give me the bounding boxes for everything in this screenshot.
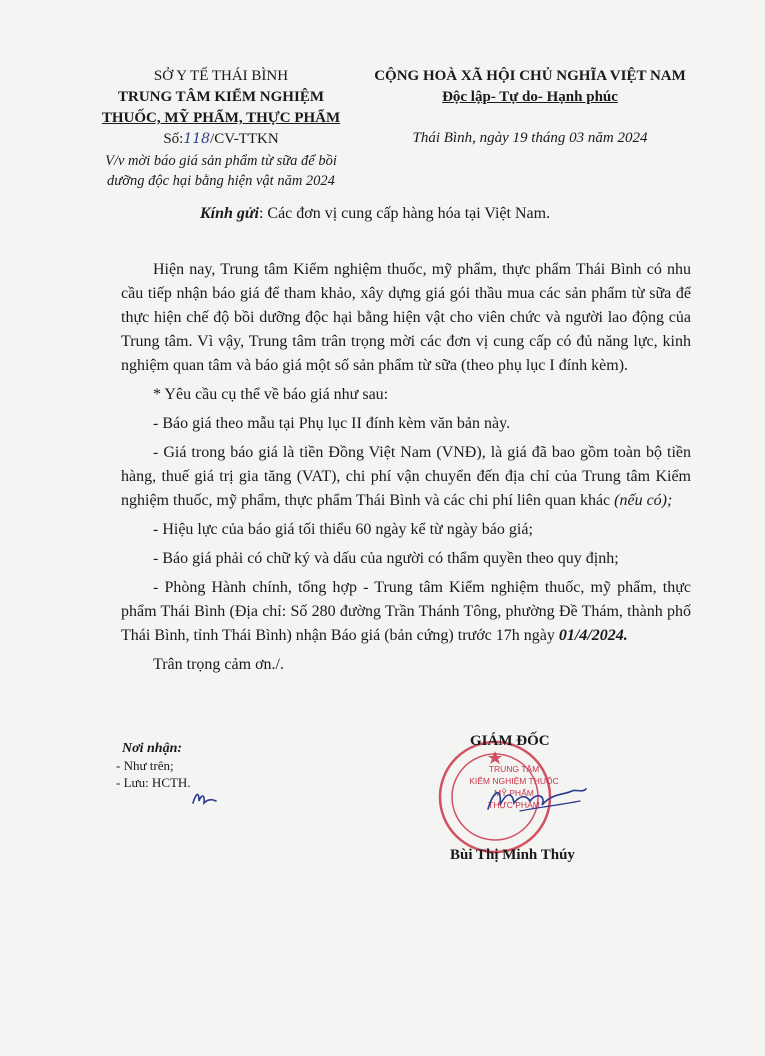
deadline-date: 01/4/2024. — [558, 627, 628, 644]
requirement-item-5-text: - Phòng Hành chính, tổng hợp - Trung tâm Kiểm nghiệm thuốc, mỹ phẩm, thực phẩm Thái Bình (Địa chỉ: Số 280 đường Trần Thánh Tông, phường Đề Thám, thành phố Thái Bình, tỉnh Thái Bình) nhận Báo giá (bản cứng) trước 17h ngày — [121, 579, 691, 644]
doc-prefix: Số: — [163, 131, 184, 147]
recipients-title: Nơi nhận: — [122, 741, 183, 756]
greeting-label: Kính gửi — [200, 205, 259, 222]
document-date: Thái Bình, ngày 19 tháng 03 năm 2024 — [412, 130, 648, 146]
handwritten-signature-icon — [480, 781, 590, 821]
national-title: CỘNG HOÀ XÃ HỘI CHỦ NGHĨA VIỆT NAM — [374, 68, 686, 84]
requirement-item-3: - Hiệu lực của báo giá tối thiểu 60 ngày kể từ ngày báo giá; — [153, 521, 533, 538]
org-name-line2: THUỐC, MỸ PHẨM, THỰC PHẨM — [101, 110, 341, 126]
greeting-text: : Các đơn vị cung cấp hàng hóa tại Việt Nam. — [258, 205, 551, 222]
signer-role: GIÁM ĐỐC — [470, 733, 550, 749]
letter-body — [121, 258, 691, 677]
recipients-block — [116, 740, 191, 791]
stamp-text: TRUNG TÂM KIỂM NGHIỆM THUỐC MỸ PHẨM THỰC PHẨM — [469, 764, 559, 810]
subject-line2: dưỡng độc hại bằng hiện vật năm 2024 — [107, 173, 335, 189]
doc-suffix: /CV-TTKN — [210, 131, 279, 147]
closing-line: Trân trọng cảm ơn./. — [153, 656, 284, 673]
recipient-item: - Lưu: HCTH. — [116, 775, 191, 790]
handwritten-initial — [190, 787, 220, 809]
greeting — [200, 205, 550, 223]
handwritten-doc-number: 118 — [183, 131, 211, 147]
header-right — [365, 66, 695, 149]
requirement-item-2 — [121, 441, 691, 513]
subject-line1: V/v mời báo giá sản phẩm từ sữa để bồi — [105, 153, 337, 169]
recipient-item: - Như trên; — [116, 758, 174, 773]
signer-name: Bùi Thị Minh Thúy — [450, 847, 575, 863]
national-motto: Độc lập- Tự do- Hạnh phúc — [442, 89, 618, 105]
intro-paragraph: Hiện nay, Trung tâm Kiểm nghiệm thuốc, mỹ phẩm, thực phẩm Thái Bình có nhu cầu tiếp nhận báo giá để tham khảo, xây dựng giá gói thầu mua các sản phẩm từ sữa để thực hiện chế độ bồi dưỡng độc hại bằng hiện vật cho viên chức và người lao động của Trung tâm. Vì vậy, Trung tâm trân trọng mời các đơn vị cung cấp có đủ năng lực, kinh nghiệm quan tâm và báo giá một số sản phẩm từ sữa (theo phụ lục I đính kèm). — [121, 261, 691, 374]
ministry-name: SỞ Y TẾ THÁI BÌNH — [153, 68, 289, 84]
requirement-item-4: - Báo giá phải có chữ ký và dấu của người có thẩm quyền theo quy định; — [153, 550, 619, 567]
requirements-title: * Yêu cầu cụ thể về báo giá như sau: — [153, 386, 389, 403]
header-left — [96, 66, 346, 191]
requirement-item-2-note: (nếu có); — [614, 492, 673, 509]
requirement-item-5 — [121, 576, 691, 648]
requirement-item-2-text: - Giá trong báo giá là tiền Đồng Việt Nam (VNĐ), là giá đã bao gồm toàn bộ tiền hàng, thuế giá trị gia tăng (VAT), chi phí vận chuyển đến địa chỉ của Trung tâm Kiểm nghiệm thuốc, mỹ phẩm, thực phẩm Thái Bình và các chi phí liên quan khác — [121, 444, 691, 509]
org-name-line1: TRUNG TÂM KIỂM NGHIỆM — [118, 89, 324, 105]
document-number — [163, 129, 278, 150]
requirement-item-1: - Báo giá theo mẫu tại Phụ lục II đính kèm văn bản này. — [153, 415, 511, 432]
